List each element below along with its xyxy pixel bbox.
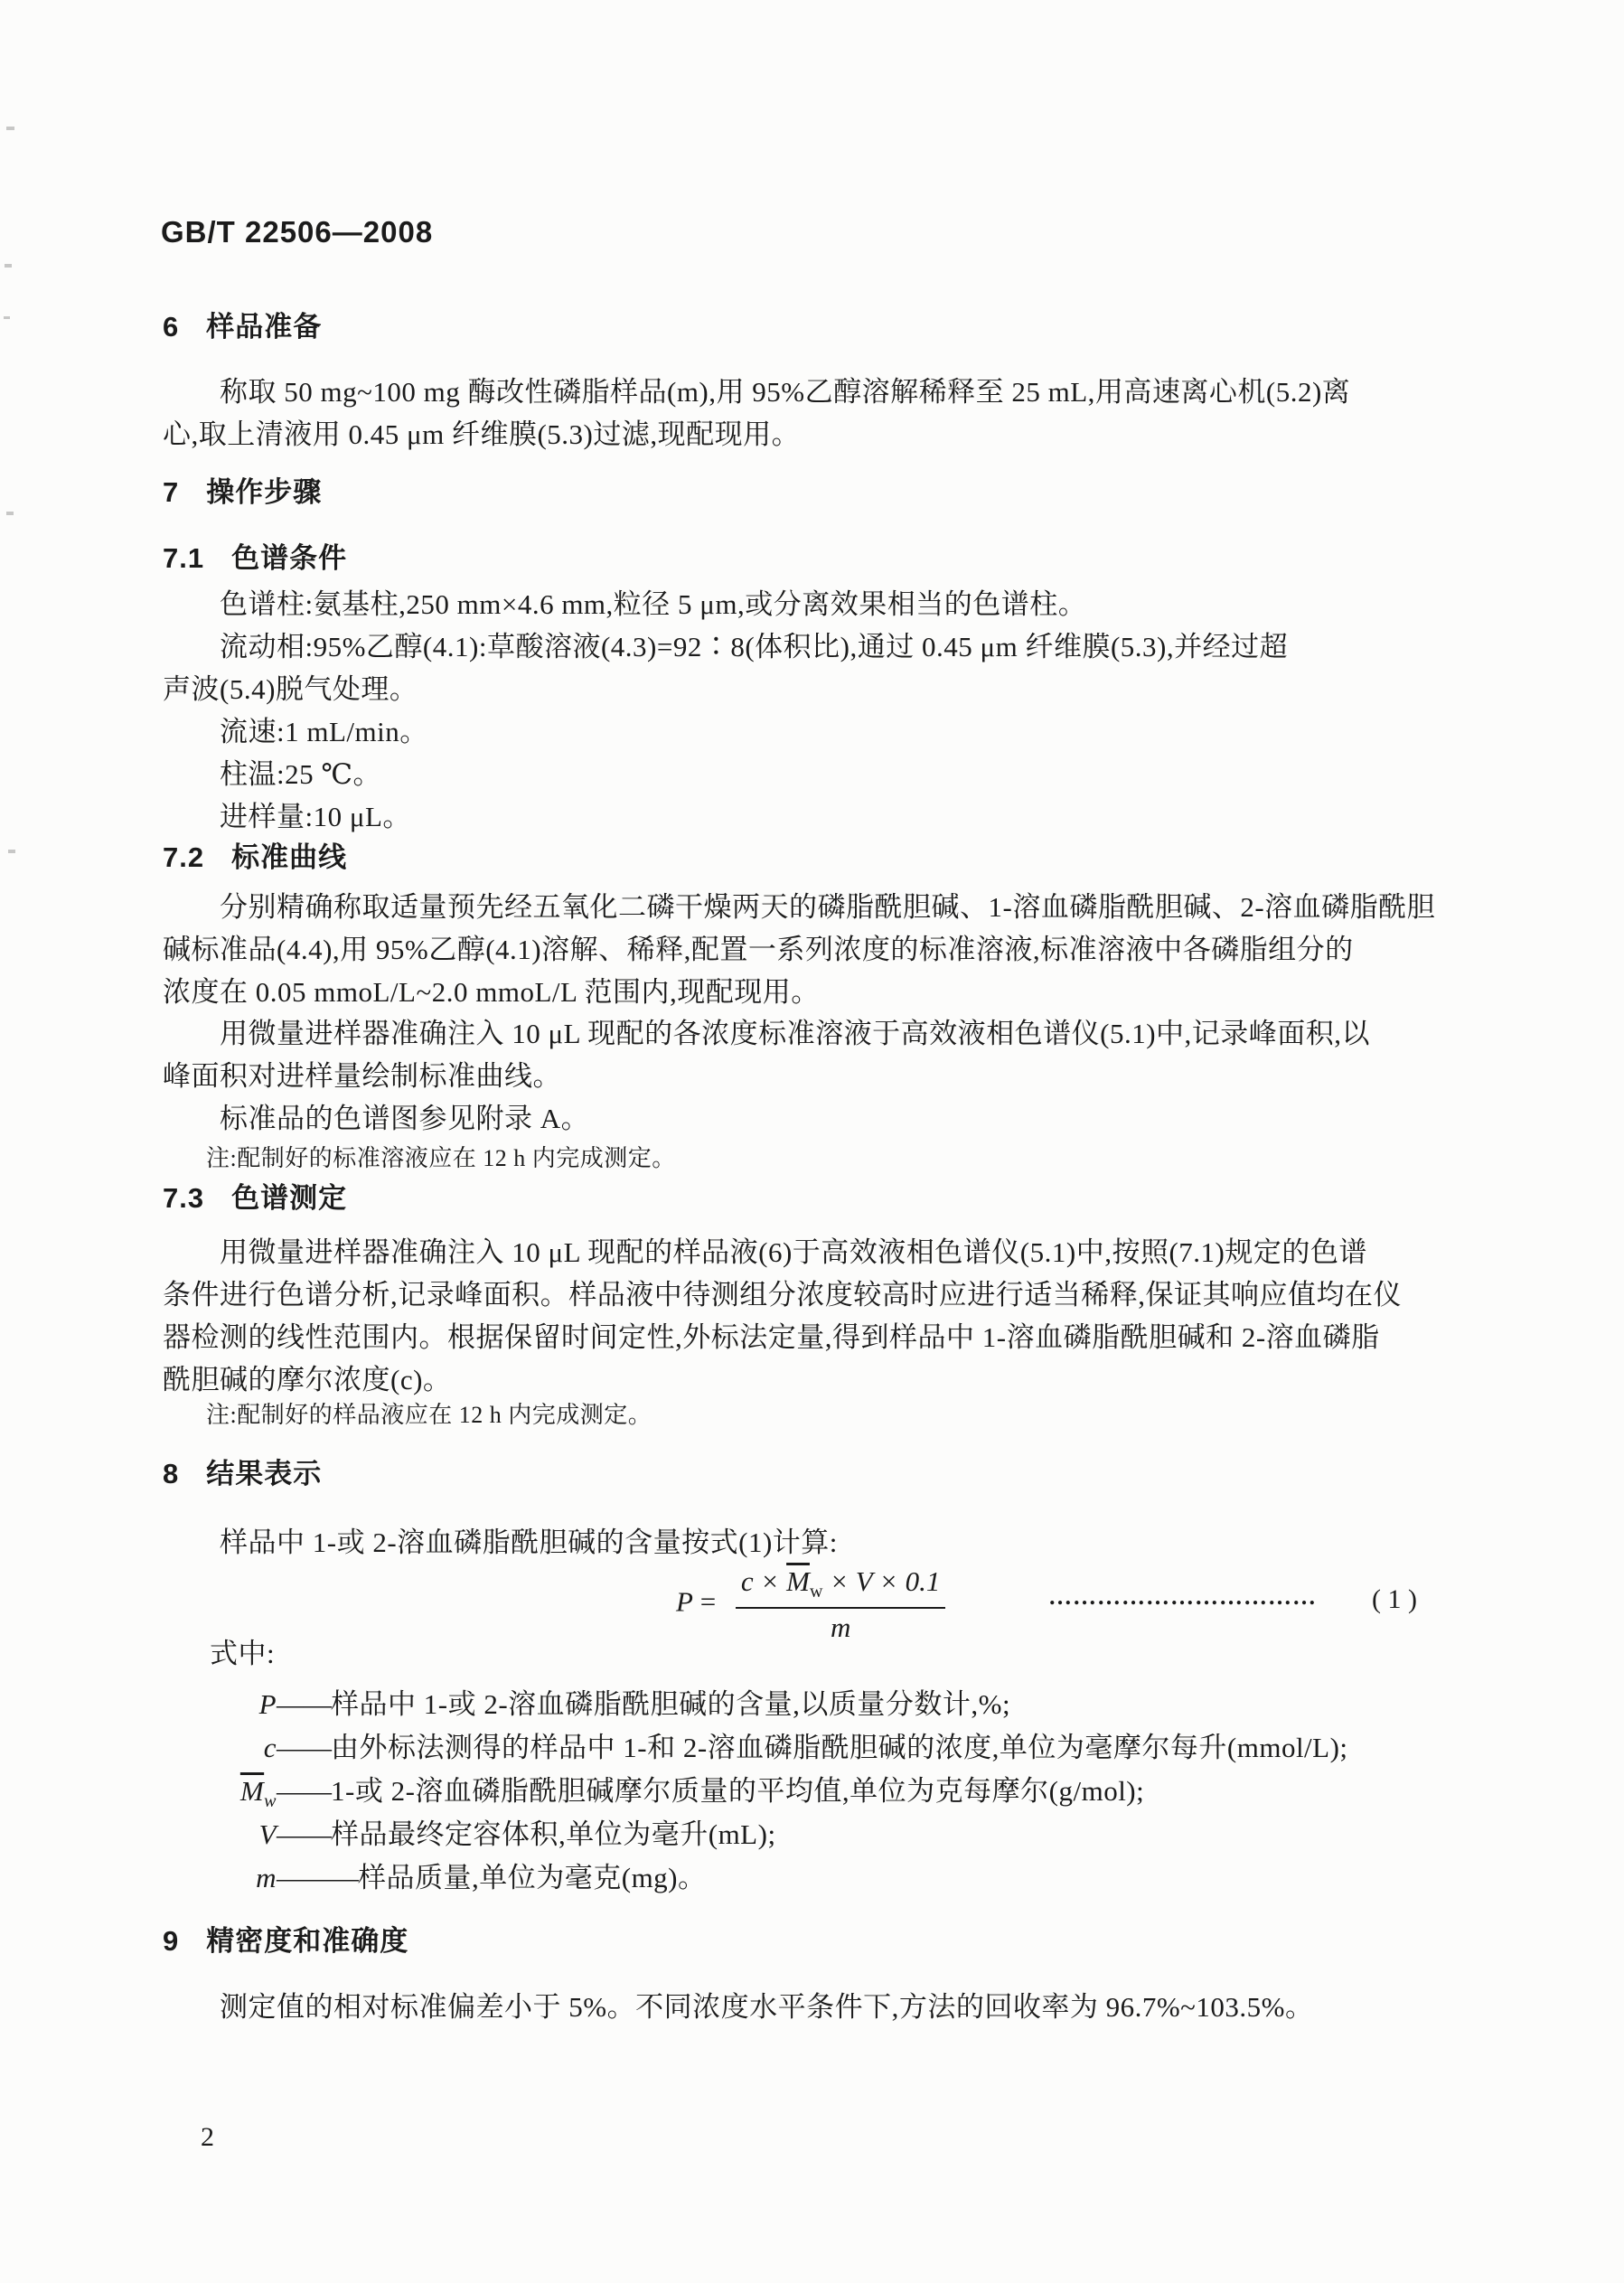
symbol: m (256, 1862, 277, 1893)
formula-num-post: × V × 0.1 (822, 1565, 941, 1597)
paragraph-line: 称取 50 mg~100 mg 酶改性磷脂样品(m),用 95%乙醇溶解稀释至 25 mL,用高速离心机(5.2)离 (220, 376, 1351, 408)
formula-m-overline: $\overline{M}$ (786, 1565, 810, 1597)
dash: —— (277, 1732, 331, 1763)
paragraph-line: 用微量进样器准确注入 10 μL 现配的各浓度标准溶液于高效液相色谱仪(5.1)中,记录峰面积,以 (220, 1018, 1371, 1049)
paragraph-line: 色谱柱:氨基柱,250 mm×4.6 mm,粒径 5 μm,或分离效果相当的色谱柱。 (220, 588, 1087, 620)
paragraph-line: 浓度在 0.05 mmoL/L~2.0 mmoL/L 范围内,现配现用。 (163, 976, 820, 1008)
section-7-2-paragraph-2 (163, 1012, 1482, 1097)
formula-denominator: m (830, 1611, 851, 1644)
definition-row (163, 1813, 1348, 1856)
paragraph-line: 峰面积对进样量绘制标准曲线。 (163, 1060, 561, 1092)
definition-text: 样品质量,单位为毫克(mg)。 (358, 1862, 707, 1893)
section-7-heading (163, 476, 322, 509)
section-6-paragraph (163, 371, 1482, 456)
paragraph-line: 标准品的色谱图参见附录 A。 (220, 1103, 590, 1134)
section-7-2-paragraph-3 (163, 1097, 1482, 1140)
paragraph-line: 用微量进样器准确注入 10 μL 现配的样品液(6)于高效液相色谱仪(5.1)中,按照(7.1)规定的色谱 (220, 1236, 1367, 1268)
scan-artifact (4, 316, 10, 319)
definition-text: 样品中 1-或 2-溶血磷脂酰胆碱的含量,以质量分数计,%; (331, 1688, 1011, 1720)
section-7-2-heading (163, 841, 347, 874)
definition-text: 1-或 2-溶血磷脂酰胆碱摩尔质量的平均值,单位为克每摩尔(g/mol); (331, 1775, 1145, 1807)
formula-numerator (736, 1565, 945, 1609)
formula-m-subscript: w (809, 1582, 823, 1602)
section-title: 结果表示 (206, 1458, 323, 1489)
section-9-paragraph (163, 1986, 1482, 2028)
paragraph-line: 柱温:25 ℃。 (220, 758, 382, 790)
section-7-1-heading (163, 542, 347, 575)
formula-lhs: P (676, 1585, 693, 1618)
section-title: 操作步骤 (206, 476, 323, 508)
symbol-m-subscript: w (264, 1791, 277, 1812)
symbol: P (258, 1688, 277, 1720)
section-7-3-note: 注:配制好的样品液应在 12 h 内完成测定。 (206, 1402, 652, 1428)
section-7-1-body (163, 583, 1482, 838)
definition-text: 样品最终定容体积,单位为毫升(mL); (331, 1818, 776, 1850)
paragraph-line: 流动相:95%乙醇(4.1):草酸溶液(4.3)=92∶8(体积比),通过 0.45 μm 纤维膜(5.3),并经过超 (220, 631, 1289, 662)
paragraph-line: 样品中 1-或 2-溶血磷脂酰胆碱的含量按式(1)计算: (220, 1527, 838, 1558)
paragraph-line: 条件进行色谱分析,记录峰面积。样品液中待测组分浓度较高时应进行适当稀释,保证其响应值均在仪 (163, 1279, 1402, 1311)
scan-artifact (8, 850, 15, 853)
section-number: 8 (163, 1458, 180, 1489)
page-number: 2 (201, 2122, 214, 2152)
paragraph-line: 器检测的线性范围内。根据保留时间定性,外标法定量,得到样品中 1-溶血磷脂酰胆碱和 2-溶血磷脂 (163, 1321, 1380, 1353)
dash: —— (277, 1688, 331, 1720)
formula-dotted-leader: …………………………… (1048, 1583, 1317, 1610)
definition-text: 由外标法测得的样品中 1-和 2-溶血磷脂酰胆碱的浓度,单位为毫摩尔每升(mmol/L); (331, 1732, 1348, 1763)
paragraph-line: 碱标准品(4.4),用 95%乙醇(4.1)溶解、稀释,配置一系列浓度的标准溶液,标准溶液中各磷脂组分的 (163, 934, 1354, 965)
symbol: c (263, 1732, 277, 1763)
symbol-m-overline: $\overline{M}$ (239, 1775, 265, 1807)
definition-row (163, 1770, 1348, 1813)
section-7-2-note: 注:配制好的标准溶液应在 12 h 内完成测定。 (206, 1145, 676, 1171)
definition-row (163, 1683, 1348, 1726)
dash: ——— (277, 1862, 358, 1893)
section-6-heading (163, 311, 322, 343)
paragraph-line: 分别精确称取适量预先经五氧化二磷干燥两天的磷脂酰胆碱、1-溶血磷脂酰胆碱、2-溶血磷脂酰胆 (220, 891, 1436, 923)
section-7-3-heading (163, 1182, 347, 1215)
paragraph-line: 流速:1 mL/min。 (220, 716, 428, 747)
section-title: 标准曲线 (231, 841, 348, 873)
section-title: 样品准备 (206, 311, 323, 343)
paragraph-line: 声波(5.4)脱气处理。 (163, 673, 418, 705)
formula-equals: = (692, 1585, 723, 1618)
dash: —— (277, 1818, 331, 1850)
section-number: 7.1 (163, 542, 205, 574)
symbol: V (258, 1818, 277, 1850)
section-title: 精密度和准确度 (206, 1925, 409, 1957)
symbol-definitions (163, 1683, 1348, 1900)
section-title: 色谱测定 (231, 1182, 348, 1214)
section-7-3-paragraph (163, 1231, 1482, 1401)
paragraph-line: 酰胆碱的摩尔浓度(c)。 (163, 1364, 452, 1395)
section-number: 7 (163, 476, 180, 508)
definition-row (163, 1726, 1348, 1770)
section-number: 7.3 (163, 1182, 205, 1214)
section-8-heading (163, 1458, 322, 1490)
definition-row (163, 1856, 1348, 1900)
formula-num-pre: c × (740, 1565, 787, 1597)
section-9-heading (163, 1925, 408, 1958)
section-number: 9 (163, 1925, 180, 1957)
section-7-2-paragraph-1 (163, 886, 1482, 1013)
formula-number: ( 1 ) (1372, 1584, 1417, 1614)
section-8-intro (163, 1521, 1482, 1564)
paragraph-line: 测定值的相对标准偏差小于 5%。不同浓度水平条件下,方法的回收率为 96.7%~103.5%。 (220, 1991, 1314, 2023)
section-title: 色谱条件 (231, 542, 348, 574)
paragraph-line: 进样量:10 μL。 (220, 801, 411, 832)
scan-artifact (6, 512, 14, 515)
scan-artifact (6, 127, 14, 130)
dash: —— (277, 1775, 331, 1807)
where-label: 式中: (210, 1638, 276, 1669)
section-number: 6 (163, 311, 180, 343)
paragraph-line: 心,取上清液用 0.45 μm 纤维膜(5.3)过滤,现配现用。 (163, 418, 801, 450)
scan-artifact (5, 264, 12, 268)
document-code: GB/T 22506—2008 (161, 215, 434, 249)
section-number: 7.2 (163, 841, 205, 873)
